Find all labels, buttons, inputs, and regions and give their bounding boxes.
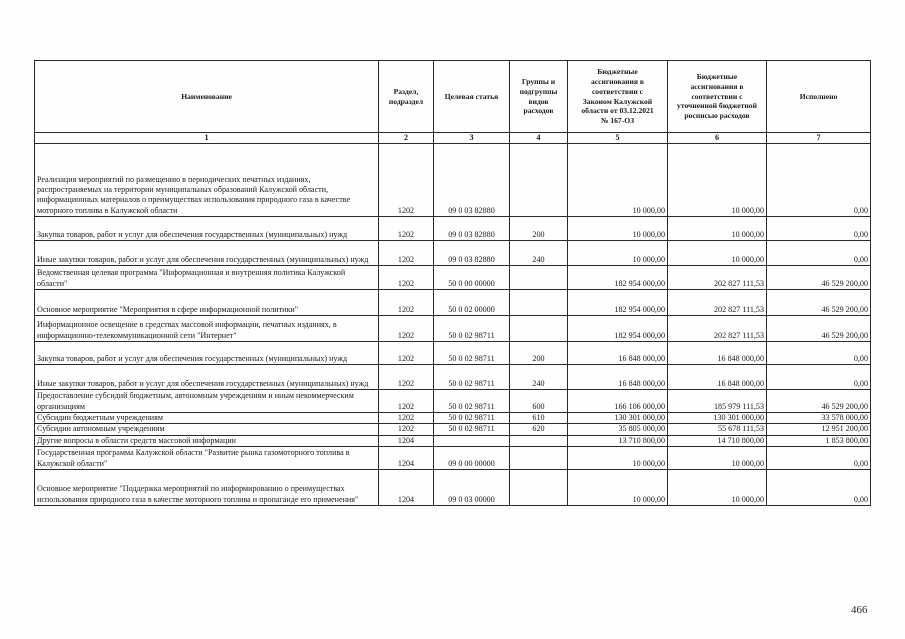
row-executed-cell: 46 529 200,00 xyxy=(767,290,871,316)
row-refined-allocation-cell: 10 000,00 xyxy=(668,241,767,266)
row-target-cell: 09 0 03 82880 xyxy=(434,217,510,241)
row-executed-cell: 46 529 200,00 xyxy=(767,266,871,290)
row-executed-cell: 46 529 200,00 xyxy=(767,316,871,342)
row-target-cell: 09 0 03 82880 xyxy=(434,241,510,266)
table-row xyxy=(35,316,871,342)
row-section-cell: 1202 xyxy=(379,266,434,290)
row-law-allocation-cell: 130 301 000,00 xyxy=(568,413,668,424)
row-refined-allocation-cell: 16 848 000,00 xyxy=(668,342,767,365)
row-law-allocation-cell: 10 000,00 xyxy=(568,469,668,505)
column-number: 5 xyxy=(568,133,668,144)
budget-table xyxy=(34,60,871,506)
row-law-allocation-cell: 35 805 000,00 xyxy=(568,424,668,435)
row-executed-cell: 0,00 xyxy=(767,342,871,365)
row-section-cell: 1202 xyxy=(379,365,434,390)
row-group-cell: 620 xyxy=(510,424,568,435)
row-law-allocation-cell: 16 848 000,00 xyxy=(568,365,668,390)
row-target-cell: 09 0 03 00000 xyxy=(434,469,510,505)
column-number: 1 xyxy=(35,133,379,144)
table-row xyxy=(35,241,871,266)
table-row xyxy=(35,365,871,390)
row-executed-cell: 1 853 800,00 xyxy=(767,435,871,446)
row-name-cell: Другие вопросы в области средств массовой информации xyxy=(35,435,379,446)
row-section-cell: 1202 xyxy=(379,390,434,413)
row-name-cell: Информационное освещение в средствах массовой информации, печатных изданиях, в информационно-телекоммуникационной сети "Интернет" xyxy=(35,316,379,342)
table-row xyxy=(35,266,871,290)
row-refined-allocation-cell: 16 848 000,00 xyxy=(668,365,767,390)
row-group-cell xyxy=(510,316,568,342)
column-header-refined-allocation: Бюджетные ассигнования в соответствии с уточненной бюджетной росписью расходов xyxy=(668,61,767,133)
row-group-cell: 240 xyxy=(510,365,568,390)
table-row xyxy=(35,342,871,365)
row-group-cell xyxy=(510,290,568,316)
row-target-cell: 50 0 02 98711 xyxy=(434,365,510,390)
row-law-allocation-cell: 182 954 000,00 xyxy=(568,266,668,290)
row-refined-allocation-cell: 55 678 111,53 xyxy=(668,424,767,435)
row-executed-cell: 12 951 200,00 xyxy=(767,424,871,435)
page-number: 466 xyxy=(851,604,868,616)
row-name-cell: Закупка товаров, работ и услуг для обеспечения государственных (муниципальных) нужд xyxy=(35,342,379,365)
row-name-cell: Основное мероприятие "Поддержка мероприятий по информированию о преимуществах использования природного газа в качестве моторного топлива и пропаганде его применения" xyxy=(35,469,379,505)
row-law-allocation-cell: 10 000,00 xyxy=(568,144,668,217)
row-target-cell: 50 0 02 98711 xyxy=(434,316,510,342)
row-section-cell: 1202 xyxy=(379,413,434,424)
row-group-cell: 610 xyxy=(510,413,568,424)
row-name-cell: Предоставление субсидий бюджетным, автономным учреждениям и иным некоммерческим организациям xyxy=(35,390,379,413)
row-group-cell xyxy=(510,435,568,446)
row-executed-cell: 0,00 xyxy=(767,446,871,469)
table-row xyxy=(35,217,871,241)
row-target-cell: 50 0 02 98711 xyxy=(434,413,510,424)
table-row xyxy=(35,413,871,424)
row-group-cell xyxy=(510,446,568,469)
row-group-cell: 200 xyxy=(510,342,568,365)
column-header-law-allocation: Бюджетные ассигнования в соответствии с Законом Калужской области от 03.12.2021 № 167-ОЗ xyxy=(568,61,668,133)
row-executed-cell: 46 529 200,00 xyxy=(767,390,871,413)
row-section-cell: 1204 xyxy=(379,446,434,469)
row-refined-allocation-cell: 202 827 111,53 xyxy=(668,316,767,342)
row-refined-allocation-cell: 10 000,00 xyxy=(668,446,767,469)
table-row xyxy=(35,144,871,217)
row-section-cell: 1204 xyxy=(379,469,434,505)
row-section-cell: 1204 xyxy=(379,435,434,446)
row-law-allocation-cell: 16 848 000,00 xyxy=(568,342,668,365)
row-name-cell: Иные закупки товаров, работ и услуг для обеспечения государственных (муниципальных) нужд xyxy=(35,241,379,266)
row-refined-allocation-cell: 14 710 800,00 xyxy=(668,435,767,446)
row-section-cell: 1202 xyxy=(379,217,434,241)
table-row xyxy=(35,446,871,469)
column-number: 3 xyxy=(434,133,510,144)
column-header-group: Группы и подгруппы видов расходов xyxy=(510,61,568,133)
row-target-cell: 50 0 02 00000 xyxy=(434,290,510,316)
column-number: 2 xyxy=(379,133,434,144)
row-target-cell xyxy=(434,435,510,446)
row-name-cell: Реализация мероприятий по размещению в периодических печатных изданиях, распространяемых на территории муниципальных образований Калужской области, информационных материалов о преимуществах использования природного газа в качестве моторного топлива в Калужской области xyxy=(35,144,379,217)
row-law-allocation-cell: 166 106 000,00 xyxy=(568,390,668,413)
table-body xyxy=(35,144,871,506)
row-law-allocation-cell: 182 954 000,00 xyxy=(568,290,668,316)
row-executed-cell: 0,00 xyxy=(767,365,871,390)
column-number: 7 xyxy=(767,133,871,144)
row-name-cell: Закупка товаров, работ и услуг для обеспечения государственных (муниципальных) нужд xyxy=(35,217,379,241)
row-name-cell: Основное мероприятие "Мероприятия в сфере информационной политики" xyxy=(35,290,379,316)
row-executed-cell: 0,00 xyxy=(767,469,871,505)
row-group-cell xyxy=(510,144,568,217)
table-row xyxy=(35,435,871,446)
table-row xyxy=(35,469,871,505)
row-executed-cell: 33 578 000,00 xyxy=(767,413,871,424)
row-group-cell: 600 xyxy=(510,390,568,413)
column-header-section: Раздел, подраздел xyxy=(379,61,434,133)
row-target-cell: 50 0 02 98711 xyxy=(434,390,510,413)
row-name-cell: Иные закупки товаров, работ и услуг для обеспечения государственных (муниципальных) нужд xyxy=(35,365,379,390)
column-header-executed: Исполнено xyxy=(767,61,871,133)
row-refined-allocation-cell: 202 827 111,53 xyxy=(668,290,767,316)
column-number-row xyxy=(35,133,871,144)
row-refined-allocation-cell: 202 827 111,53 xyxy=(668,266,767,290)
row-group-cell xyxy=(510,266,568,290)
table-row xyxy=(35,390,871,413)
table-header-row xyxy=(35,61,871,133)
row-refined-allocation-cell: 10 000,00 xyxy=(668,217,767,241)
row-executed-cell: 0,00 xyxy=(767,144,871,217)
row-name-cell: Субсидии бюджетным учреждениям xyxy=(35,413,379,424)
row-executed-cell: 0,00 xyxy=(767,241,871,266)
row-section-cell: 1202 xyxy=(379,342,434,365)
row-name-cell: Субсидии автономным учреждениям xyxy=(35,424,379,435)
row-law-allocation-cell: 10 000,00 xyxy=(568,241,668,266)
table-row xyxy=(35,290,871,316)
row-refined-allocation-cell: 185 979 111,53 xyxy=(668,390,767,413)
row-section-cell: 1202 xyxy=(379,144,434,217)
row-executed-cell: 0,00 xyxy=(767,217,871,241)
row-group-cell: 240 xyxy=(510,241,568,266)
row-law-allocation-cell: 10 000,00 xyxy=(568,217,668,241)
row-law-allocation-cell: 13 710 800,00 xyxy=(568,435,668,446)
row-target-cell: 50 0 02 98711 xyxy=(434,342,510,365)
row-name-cell: Государственная программа Калужской области "Развитие рынка газомоторного топлива в Калужской области" xyxy=(35,446,379,469)
row-target-cell: 09 0 00 00000 xyxy=(434,446,510,469)
column-number: 4 xyxy=(510,133,568,144)
row-group-cell xyxy=(510,469,568,505)
column-header-target: Целевая статья xyxy=(434,61,510,133)
row-section-cell: 1202 xyxy=(379,241,434,266)
row-law-allocation-cell: 182 954 000,00 xyxy=(568,316,668,342)
row-group-cell: 200 xyxy=(510,217,568,241)
table-row xyxy=(35,424,871,435)
row-target-cell: 50 0 00 00000 xyxy=(434,266,510,290)
row-target-cell: 50 0 02 98711 xyxy=(434,424,510,435)
row-refined-allocation-cell: 10 000,00 xyxy=(668,469,767,505)
row-section-cell: 1202 xyxy=(379,424,434,435)
row-law-allocation-cell: 10 000,00 xyxy=(568,446,668,469)
row-section-cell: 1202 xyxy=(379,290,434,316)
column-number: 6 xyxy=(668,133,767,144)
row-target-cell: 09 0 03 82880 xyxy=(434,144,510,217)
row-name-cell: Ведомственная целевая программа "Информационная и внутренняя политика Калужской области" xyxy=(35,266,379,290)
row-section-cell: 1202 xyxy=(379,316,434,342)
column-header-name: Наименование xyxy=(35,61,379,133)
row-refined-allocation-cell: 10 000,00 xyxy=(668,144,767,217)
row-refined-allocation-cell: 130 301 000,00 xyxy=(668,413,767,424)
